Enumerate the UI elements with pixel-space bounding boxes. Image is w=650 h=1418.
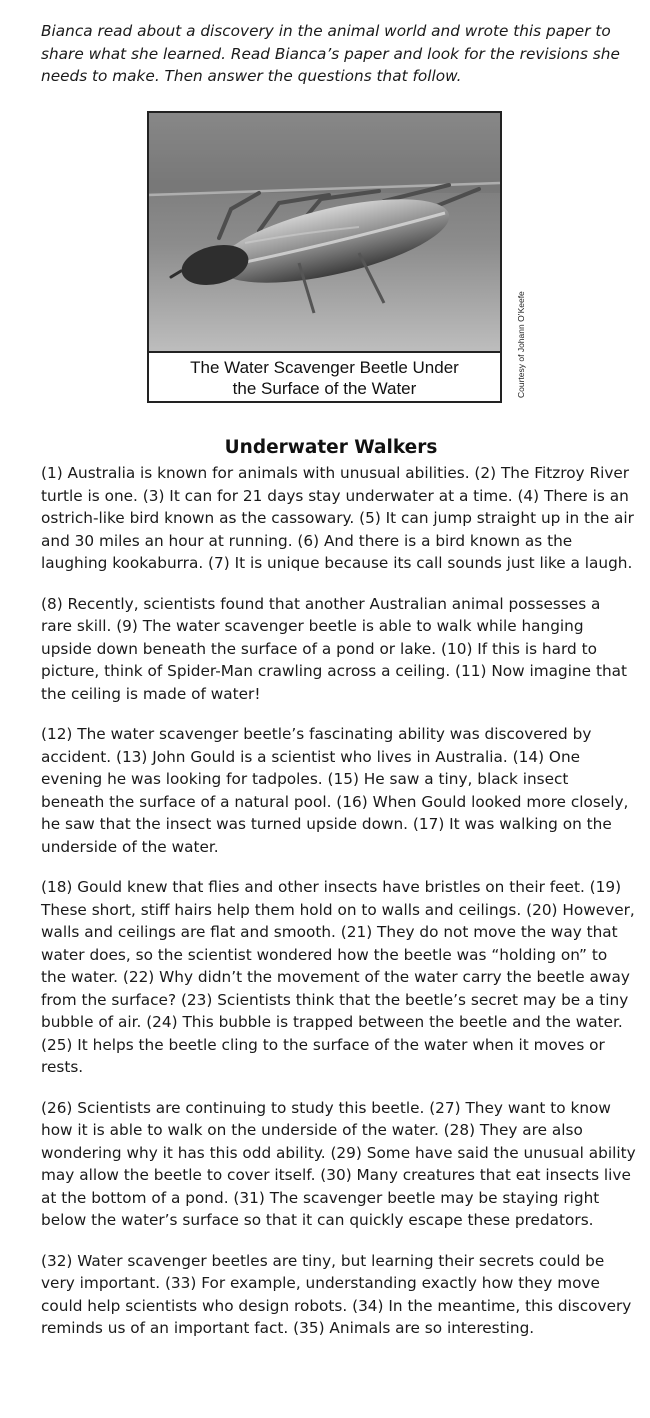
article-body bbox=[41, 462, 636, 1358]
beetle-figure bbox=[147, 111, 502, 403]
caption-line-2: the Surface of the Water bbox=[232, 379, 417, 398]
beetle-photo bbox=[149, 113, 500, 351]
paragraph-2: (8) Recently, scientists found that another Australian animal possesses a rare skill. (9) The water scavenger beetle is able to walk while hanging upside down beneath the surface of a pond or lake. (10) If this is hard to picture, think of Spider-Man crawling across a ceiling. (11) Now imagine that the ceiling is made of water! bbox=[41, 594, 628, 703]
photo-credit: Courtesy of Johann O’Keefe bbox=[516, 291, 526, 398]
paragraph-1: (1) Australia is known for animals with unusual abilities. (2) The Fitzroy River turtle is one. (3) It can for 21 days stay underwater at a time. (4) There is an ostrich-like bird known as the cassowary. (5) It can jump straight up in the air and 30 miles an hour at running. (6) And there is a bird known as the laughing kookaburra. (7) It is unique because its call sounds just like a laugh. bbox=[41, 464, 634, 572]
figure-caption bbox=[149, 351, 500, 401]
paragraph-6: (32) Water scavenger beetles are tiny, but learning their secrets could be very important. (33) For example, understanding exactly how they move could help scientists who design robots. (34) In the meantime, this discovery reminds us of an important fact. (35) Animals are so interesting. bbox=[41, 1251, 632, 1337]
paragraph-5: (26) Scientists are continuing to study this beetle. (27) They want to know how it is able to walk on the underside of the water. (28) They are also wondering why it has this odd ability. (29) Some have said the unusual ability may allow the beetle to cover itself. (30) Many creatures that eat insects live at the bottom of a pond. (31) The scavenger beetle may be staying right below the water’s surface so that it can quickly escape these predators. bbox=[41, 1098, 636, 1229]
caption-line-1: The Water Scavenger Beetle Under bbox=[190, 358, 459, 377]
article-title: Underwater Walkers bbox=[224, 437, 438, 458]
paragraph-4: (18) Gould knew that flies and other insects have bristles on their feet. (19) These short, stiff hairs help them hold on to walls and ceilings. (20) However, walls and ceilings are flat and smooth. (21) They do not move the way that water does, so the scientist wondered how the beetle was “holding on” to the water. (22) Why didn’t the movement of the water carry the beetle away from the surface? (23) Scientists think that the beetle’s secret may be a tiny bubble of air. (24) This bubble is trapped between the beetle and the water. (25) It helps the beetle cling to the surface of the water when it moves or rests. bbox=[41, 878, 635, 1076]
paragraph-3: (12) The water scavenger beetle’s fascinating ability was discovered by accident. (13) John Gould is a scientist who lives in Australia. (14) One evening he was looking for tadpoles. (15) He saw a tiny, black insect beneath the surface of a natural pool. (16) When Gould looked more closely, he saw that the insect was turned upside down. (17) It was walking on the underside of the water. bbox=[41, 725, 629, 856]
intro-instructions: Bianca read about a discovery in the animal world and wrote this paper to share what she learned. Read Bianca’s paper and look for the revisions she needs to make. Then answer the questions that follow. bbox=[41, 22, 620, 85]
